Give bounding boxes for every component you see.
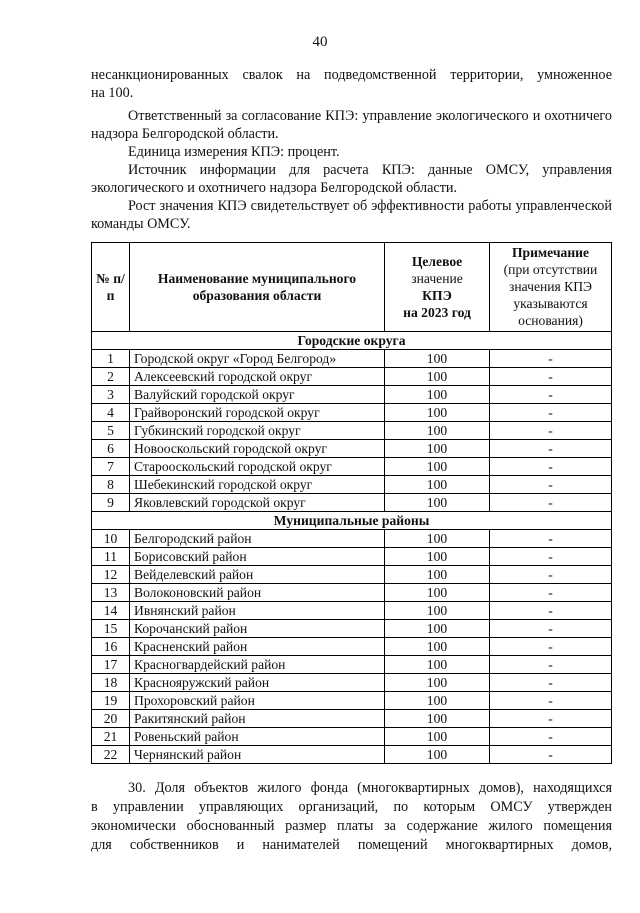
row-name: Краснояружский район — [130, 674, 385, 692]
row-note: - — [490, 656, 612, 674]
row-note: - — [490, 368, 612, 386]
row-note: - — [490, 638, 612, 656]
row-target-value: 100 — [385, 566, 490, 584]
intro-text — [91, 66, 612, 233]
row-number: 20 — [92, 710, 130, 728]
row-note: - — [490, 584, 612, 602]
row-target-value: 100 — [385, 404, 490, 422]
header-name: Наименование муниципального образования области — [130, 243, 385, 332]
section-30-line-1: 30. Доля объектов жилого фонда (многоквартирных домов), находящихся — [128, 780, 612, 796]
row-note: - — [490, 386, 612, 404]
row-target-value: 100 — [385, 710, 490, 728]
row-number: 15 — [92, 620, 130, 638]
row-number: 8 — [92, 476, 130, 494]
row-name: Прохоровский район — [130, 692, 385, 710]
row-number: 13 — [92, 584, 130, 602]
table-row — [92, 458, 612, 476]
row-target-value: 100 — [385, 350, 490, 368]
row-name: Вейделевский район — [130, 566, 385, 584]
row-name: Борисовский район — [130, 548, 385, 566]
row-name: Ивнянский район — [130, 602, 385, 620]
row-number: 6 — [92, 440, 130, 458]
table-row — [92, 656, 612, 674]
row-number: 1 — [92, 350, 130, 368]
row-name: Волоконовский район — [130, 584, 385, 602]
table-header-row — [92, 243, 612, 332]
section-30-line-3: экономически обоснованный размер платы за содержание жилого помещения — [91, 818, 612, 834]
page-number: 40 — [312, 34, 328, 50]
row-target-value: 100 — [385, 692, 490, 710]
header-target-line-1: Целевое — [411, 253, 463, 269]
row-note: - — [490, 476, 612, 494]
row-note: - — [490, 728, 612, 746]
header-note — [490, 243, 612, 332]
paragraph-source: Источник информации для расчета КПЭ: данные ОМСУ, управления экологического и охотничего надзора Белгородской области. — [91, 162, 612, 196]
table-row — [92, 746, 612, 764]
row-number: 12 — [92, 566, 130, 584]
section-title-districts: Муниципальные районы — [92, 512, 612, 530]
paragraph-1-line-1: несанкционированных свалок на подведомственной территории, умноженное — [91, 67, 612, 83]
row-number: 10 — [92, 530, 130, 548]
row-name: Ракитянский район — [130, 710, 385, 728]
row-note: - — [490, 566, 612, 584]
row-number: 7 — [92, 458, 130, 476]
row-name: Яковлевский городской округ — [130, 494, 385, 512]
header-target — [385, 243, 490, 332]
row-note: - — [490, 692, 612, 710]
row-note: - — [490, 440, 612, 458]
table-row — [92, 530, 612, 548]
table-row — [92, 692, 612, 710]
section-row-city — [92, 332, 612, 350]
row-note: - — [490, 350, 612, 368]
row-name: Старооскольский городской округ — [130, 458, 385, 476]
row-target-value: 100 — [385, 548, 490, 566]
row-target-value: 100 — [385, 476, 490, 494]
row-number: 3 — [92, 386, 130, 404]
row-target-value: 100 — [385, 602, 490, 620]
table-row — [92, 440, 612, 458]
row-note: - — [490, 494, 612, 512]
section-title-city: Городские округа — [92, 332, 612, 350]
row-name: Шебекинский городской округ — [130, 476, 385, 494]
row-note: - — [490, 422, 612, 440]
header-note-rest: (при отсутствии значения КПЭ указываются основания) — [503, 262, 598, 328]
table-row — [92, 674, 612, 692]
row-target-value: 100 — [385, 638, 490, 656]
row-number: 11 — [92, 548, 130, 566]
row-target-value: 100 — [385, 458, 490, 476]
paragraph-growth: Рост значения КПЭ свидетельствует об эффективности работы управленческой команды ОМСУ. — [91, 198, 612, 232]
row-number: 19 — [92, 692, 130, 710]
table-row — [92, 350, 612, 368]
table-row — [92, 710, 612, 728]
header-target-line-3: КПЭ — [422, 287, 452, 303]
header-target-line-2: значение — [411, 270, 463, 286]
row-note: - — [490, 602, 612, 620]
row-name: Губкинский городской округ — [130, 422, 385, 440]
row-note: - — [490, 404, 612, 422]
paragraph-1-line-2: на 100. — [91, 85, 134, 101]
table-body — [92, 332, 612, 764]
header-num: № п/п — [92, 243, 130, 332]
row-name: Валуйский городской округ — [130, 386, 385, 404]
row-number: 16 — [92, 638, 130, 656]
row-name: Городской округ «Город Белгород» — [130, 350, 385, 368]
table-row — [92, 566, 612, 584]
row-name: Красногвардейский район — [130, 656, 385, 674]
row-target-value: 100 — [385, 422, 490, 440]
table-row — [92, 476, 612, 494]
table-row — [92, 494, 612, 512]
header-note-title: Примечание — [511, 245, 590, 260]
table-row — [92, 602, 612, 620]
table-row — [92, 404, 612, 422]
row-name: Белгородский район — [130, 530, 385, 548]
table-row — [92, 368, 612, 386]
row-target-value: 100 — [385, 440, 490, 458]
row-note: - — [490, 548, 612, 566]
table-row — [92, 584, 612, 602]
paragraph-unit: Единица измерения КПЭ: процент. — [128, 144, 340, 160]
row-target-value: 100 — [385, 728, 490, 746]
row-target-value: 100 — [385, 656, 490, 674]
table-row — [92, 638, 612, 656]
row-note: - — [490, 746, 612, 764]
row-note: - — [490, 530, 612, 548]
row-note: - — [490, 458, 612, 476]
row-target-value: 100 — [385, 368, 490, 386]
table-row — [92, 386, 612, 404]
row-number: 21 — [92, 728, 130, 746]
row-target-value: 100 — [385, 674, 490, 692]
row-number: 14 — [92, 602, 130, 620]
row-note: - — [490, 620, 612, 638]
row-target-value: 100 — [385, 620, 490, 638]
row-target-value: 100 — [385, 494, 490, 512]
row-name: Красненский район — [130, 638, 385, 656]
row-name: Новооскольский городской округ — [130, 440, 385, 458]
section-row-districts — [92, 512, 612, 530]
table-row — [92, 422, 612, 440]
section-30-text — [91, 779, 612, 855]
row-note: - — [490, 674, 612, 692]
row-name: Грайворонский городской округ — [130, 404, 385, 422]
row-name: Ровеньский район — [130, 728, 385, 746]
row-number: 2 — [92, 368, 130, 386]
section-30-line-4: для собственников и нанимателей помещений многоквартирных домов, — [91, 837, 612, 853]
row-target-value: 100 — [385, 386, 490, 404]
section-30-line-2: в управлении управляющих организаций, по которым ОМСУ утвержден — [91, 799, 612, 815]
table-row — [92, 548, 612, 566]
row-number: 4 — [92, 404, 130, 422]
row-number: 18 — [92, 674, 130, 692]
row-name: Чернянский район — [130, 746, 385, 764]
kpe-table — [91, 242, 612, 764]
row-number: 17 — [92, 656, 130, 674]
row-name: Алексеевский городской округ — [130, 368, 385, 386]
header-target-line-4: на 2023 год — [403, 304, 471, 320]
row-name: Корочанский район — [130, 620, 385, 638]
paragraph-responsible: Ответственный за согласование КПЭ: управление экологического и охотничего надзора Белгородской области. — [91, 108, 612, 142]
row-target-value: 100 — [385, 584, 490, 602]
row-number: 5 — [92, 422, 130, 440]
row-target-value: 100 — [385, 746, 490, 764]
row-number: 9 — [92, 494, 130, 512]
row-target-value: 100 — [385, 530, 490, 548]
table-row — [92, 728, 612, 746]
row-number: 22 — [92, 746, 130, 764]
table-row — [92, 620, 612, 638]
row-note: - — [490, 710, 612, 728]
